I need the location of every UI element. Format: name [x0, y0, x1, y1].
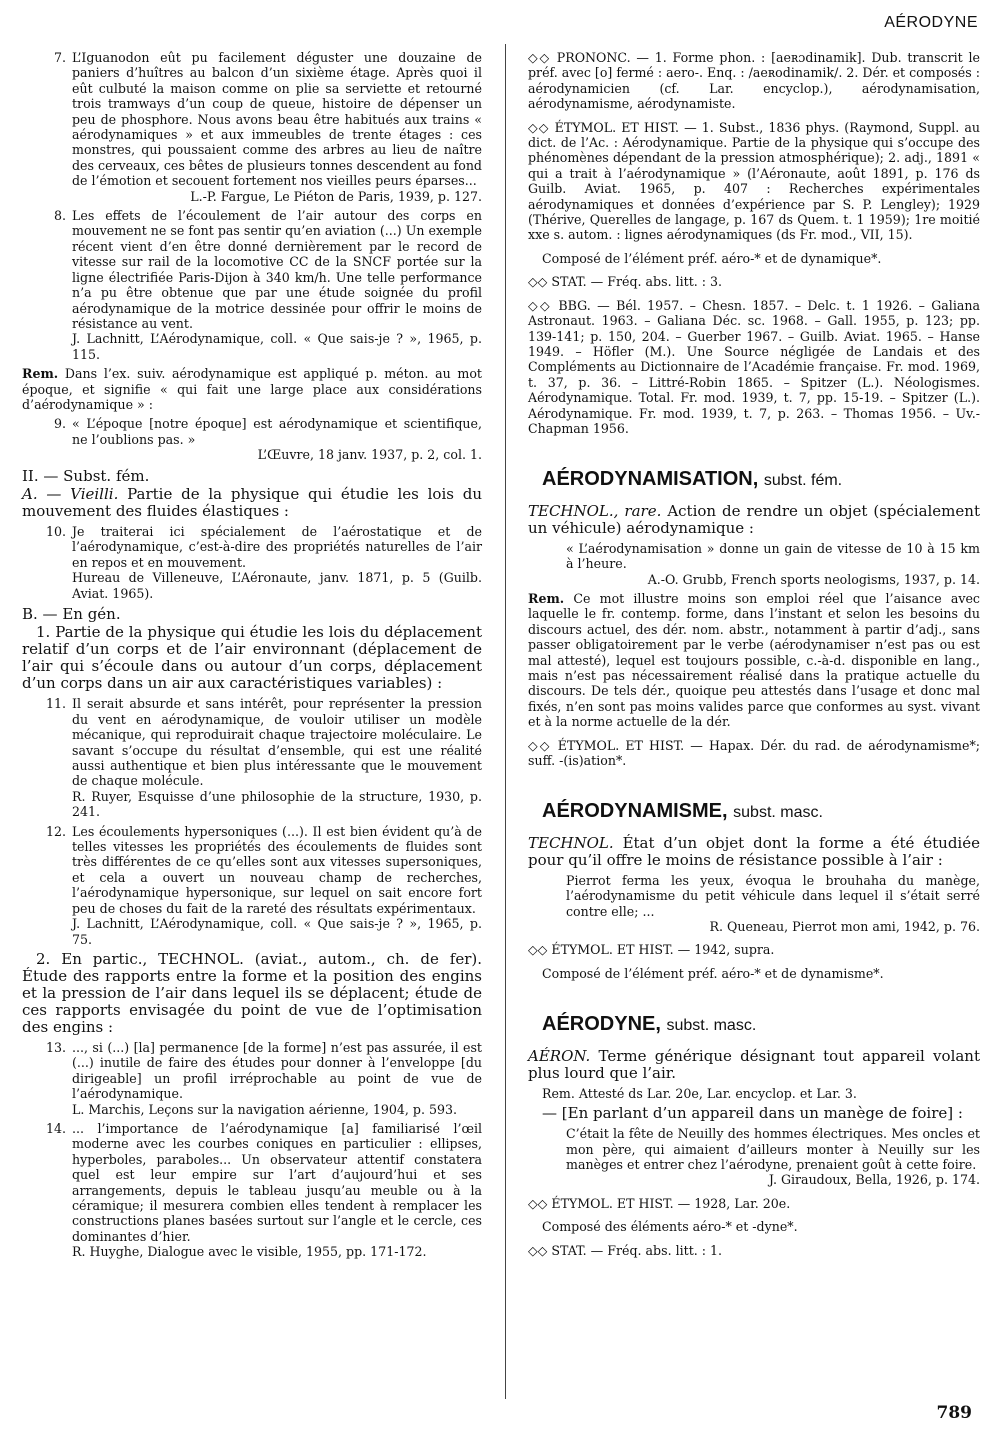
example-number: 9. [53, 416, 66, 432]
entry-headword-aerodynamisation [542, 468, 980, 491]
example-source: R. Ruyer, Esquisse d’une philosophie de la structure, 1930, p. 241. [72, 788, 482, 820]
example-source: L.-P. Fargue, Le Piéton de Paris, 1939, p. 127. [190, 188, 482, 204]
example-text: L’Iguanodon eût pu facilement déguster une douzaine de paniers d’huîtres au balcon d’un sixième étage. Après quoi il eût culbuté la maison comme on plie sa serviette et retourné trois tramways d’un coup de queue, histoire de dépenser un peu de phosphore. Nous avons beau être habitués aux trains « aérodynamiques » et aux immeubles de trente étages : ces monstres, qui poussaient comme des arbres au lieu de naître des cerveaux, ces bêtes de plusieurs tonnes descendent au fond de l’émotion et secouent fortement nos vieilles peurs éparses... [72, 50, 482, 189]
example [566, 873, 980, 935]
example-13 [42, 1040, 482, 1117]
bibliography: ◇◇ BBG. — Bél. 1957. – Chesn. 1857. – Delc. t. 1 1926. – Galiana Astronaut. 1963. – Galiana Déc. sc. 1968. – Gall. 1955, p. 123; pp. 139-141; p. 150, 204. – Guerber 1967. – Guilb. Aviat. 1965. – Hanse 1949. – Höfler (M.). Une Source négligée de Landais et des Compléments au Dictionnaire de l’Académie française. Fr. mod. 1969, t. 37, p. 36. – Littré-Robin 1865. – Spitzer (L.). Néologismes. Aérodynamique. Total. Fr. mod. 1939, t. 7, pp. 15-19. – Spitzer (L.). Aérodynamique. Fr. mod. 1939, t. 7, p. 263. – Thomas 1956. – Uv.-Chapman 1956. [528, 297, 980, 436]
example-text: Je traiterai ici spécialement de l’aérostatique et de l’aérodynamique, c’est-à-dire des propriétés naturelles de l’air en repos et en mouvement. [72, 523, 482, 570]
example-text: ... l’importance de l’aérodynamique [a] familiarisé l’œil moderne avec les courbes coniques en particulier : ellipses, hyperboles, paraboles... Un observateur attentif constatera quel est leur empire sur l’art d’aujourd’hui et ses arrangements, depuis le tableau jusqu’au meuble ou à la céramique; il mesurera combien elles tendent à remplacer les constructions planes basées surtout sur l’angle et le cercle, ces dominantes d’hier. [72, 1120, 482, 1244]
definition [528, 835, 980, 869]
domain-label: TECHNOL., rare. [528, 501, 662, 520]
remark-text: Dans l’ex. suiv. aérodynamique est appliqué p. méton. au mot époque, et signifie « qui fait une large place aux considérations d’aérodynamique » : [22, 366, 482, 412]
grammar-label: subst. masc. [733, 804, 823, 822]
example-source: J. Lachnitt, L’Aérodynamique, coll. « Que sais-je ? », 1965, p. 115. [72, 331, 482, 362]
example-11 [42, 696, 482, 819]
definition-text: Action de rendre un objet (spécialement un véhicule) aérodynamique : [528, 501, 980, 537]
section-A [22, 486, 482, 520]
example-10 [42, 524, 482, 601]
example-number: 7. [53, 50, 66, 65]
example-text: « L’aérodynamisation » donne un gain de vitesse de 10 à 15 km à l’heure. [566, 540, 980, 572]
definition-text: État d’un objet dont la forme a été étudiée pour qu’il offre le moins de résistance possible à l’air : [528, 833, 980, 869]
headword: AÉRODYNAMISME, [542, 800, 728, 823]
etymology: ◇◇ ÉTYMOL. ET HIST. — 1942, supra. [528, 942, 775, 958]
running-head: AÉRODYNE [884, 14, 978, 31]
example-text: Pierrot ferma les yeux, évoqua le brouhaha du manège, l’aérodynamisme du petit véhicule dans lequel il s’était serré contre elle; ... [566, 872, 980, 919]
section-II: II. — Subst. fém. [22, 466, 150, 485]
definition [528, 503, 980, 537]
definition-1: 1. Partie de la physique qui étudie les lois du déplacement relatif d’un corps et de l’air environnant (déplacement de l’air qui s’écoule dans ou autour d’un corps, déplacement d’un corps dans un air aux caractéristiques variables) : [22, 623, 482, 693]
etymology: ◇◇ ÉTYMOL. ET HIST. — 1928, Lar. 20e. [528, 1195, 791, 1211]
example-text: Les effets de l’écoulement de l’air autour des corps en mouvement ne se font pas sentir qu’en aviation (...) Un exemple récent vient d’en être donné dernièrement par le record de vitesse sur rail de la locomotive CC de la SNCF portée sur la ligne électrifiée Paris-Dijon à 340 km/h. Une telle performance n’a pu être obtenue que par une étude soignée du profil aérodynamique de la motrice dessinée pour offrir le moins de résistance au vent. [72, 208, 482, 331]
example-source: L’Œuvre, 18 janv. 1937, p. 2, col. 1. [257, 447, 482, 463]
statistics: ◇◇ STAT. — Fréq. abs. litt. : 1. [528, 1242, 723, 1258]
etymology: ◇◇ ÉTYMOL. ET HIST. — 1. Subst., 1836 phys. (Raymond, Suppl. au dict. de l’Ac. : Aérodynamique. Partie de la physique qui s’occupe des phénomènes dépendant de la pression atmosphérique); 2. adj., 1891 « qui a trait à l’aérodynamique » (l’Aéronaute, août 1891, p. 176 ds Guilb. Aviat. 1965, p. 407 : Recherches expérimentales aérodynamiques et données d’expérience par S. P. Lengley); 1929 (Thérive, Querelles de langage, p. 167 ds Quem. t. 1 1959); 1re moitié xxe s. autom. : lignes aérodynamiques (ds Fr. mod., VII, 15). [528, 119, 980, 243]
statistics: ◇◇ STAT. — Fréq. abs. litt. : 3. [528, 274, 723, 290]
example [566, 541, 980, 587]
left-column [22, 50, 482, 1264]
section-B: B. — En gén. [22, 605, 121, 623]
etymology: ◇◇ ÉTYMOL. ET HIST. — Hapax. Dér. du rad. de aérodynamisme*; suff. -(is)ation*. [528, 737, 980, 769]
example-7 [42, 50, 482, 204]
example-text: ..., si (...) [la] permanence [de la forme] n’est pas assurée, il est (...) inutile de faire des études pour donner à l’enveloppe [du dirigeable] un profil irréprochable au point de vue de l’aérodynamique. [72, 1039, 482, 1102]
remark [22, 366, 482, 412]
example-12 [42, 824, 482, 947]
example-source: R. Queneau, Pierrot mon ami, 1942, p. 76. [709, 919, 980, 935]
grammar-label: subst. fém. [763, 472, 843, 490]
example-source: J. Giraudoux, Bella, 1926, p. 174. [768, 1172, 980, 1188]
etymology-composition: Composé des éléments aéro-* et -dyne*. [542, 1219, 798, 1235]
example-number: 10. [45, 523, 66, 539]
entry-headword-aerodynamisme [542, 800, 980, 823]
section-label: A. — Vieilli. [22, 484, 119, 503]
example-source: L. Marchis, Leçons sur la navigation aérienne, 1904, p. 593. [72, 1101, 458, 1117]
example-number: 8. [53, 208, 66, 224]
definition-text: Partie de la physique qui étudie les lois du mouvement des fluides élastiques : [22, 484, 482, 520]
remark-label: Rem. [528, 590, 565, 606]
example-text: « L’époque [notre époque] est aérodynamique et scientifique, ne l’oublions pas. » [72, 416, 482, 447]
example-source: R. Huyghe, Dialogue avec le visible, 1955, pp. 171-172. [72, 1244, 427, 1260]
example-text: Il serait absurde et sans intérêt, pour représenter la pression du vent en aérodynamique, de vouloir utiliser un modèle mécanique, qui reproduirait chaque trajectoire moléculaire. Le savant s’occupe du résultat d’ensemble, qui est une réalité aussi authentique et bien plus intéressante que le mouvement de chaque molécule. [72, 696, 482, 789]
domain-label: AÉRON. [528, 1046, 591, 1065]
example-9 [42, 416, 482, 462]
headword: AÉRODYNAMISATION, [542, 468, 759, 491]
remark-label: Rem. [22, 366, 59, 382]
example-source: A.-O. Grubb, French sports neologisms, 1937, p. 14. [647, 571, 980, 587]
definition-2: 2. En partic., TECHNOL. (aviat., autom., ch. de fer). Étude des rapports entre la forme et la position des engins et la pression de l’air dans lequel ils se déplacent; étude de ces rapports envisagée du point de vue de l’optimisation des engins : [22, 949, 482, 1036]
example-8 [42, 208, 482, 362]
remark: Rem. Attesté ds Lar. 20e, Lar. encyclop. et Lar. 3. [542, 1085, 857, 1101]
column-divider [505, 44, 506, 1399]
example-14 [42, 1121, 482, 1260]
entry-headword-aerodyne [542, 1013, 980, 1036]
headword: AÉRODYNE, [542, 1013, 661, 1036]
pronunciation: ◇◇ PRONONC. — 1. Forme phon. : [aeʀɔdinamik]. Dub. transcrit le préf. avec [o] fermé : aero-. Enq. : /aeʀodinamik/. 2. Dér. et composés : aérodynamicien (cf. Lar. encyclop.), aérodynamisation, aérodynamisme, aérodynamiste. [528, 50, 980, 112]
example-number: 14. [45, 1120, 66, 1136]
example-number: 12. [45, 823, 66, 839]
example-number: 11. [45, 696, 66, 712]
example [566, 1126, 980, 1188]
example-text: Les écoulements hypersoniques (...). Il est bien évident qu’à de telles vitesses les propriétés des écoulements de fluides sont très différentes de ce qu’elles sont aux vitesses supersoniques, et cela a ouvert un nouveau champ de recherches, l’aérodynamique hypersonique, sur lequel on sait encore fort peu de choses du fait de la rareté des résultats expérimentaux. [72, 823, 482, 916]
grammar-label: subst. masc. [666, 1017, 757, 1035]
domain-label: TECHNOL. [528, 833, 614, 852]
example-number: 13. [45, 1039, 66, 1055]
sub-definition: — [En parlant d’un appareil dans un manège de foire] : [542, 1104, 963, 1123]
example-source: J. Lachnitt, L’Aérodynamique, coll. « Que sais-je ? », 1965, p. 75. [72, 916, 482, 947]
page-number: 789 [936, 1403, 972, 1423]
right-column [528, 50, 980, 1266]
definition-text: Terme générique désignant tout appareil volant plus lourd que l’air. [528, 1046, 980, 1082]
etymology-composition: Composé de l’élément préf. aéro-* et de dynamique*. [542, 250, 882, 266]
remark-text: Ce mot illustre moins son emploi réel que l’aisance avec laquelle le fr. contemp. forme, dans l’instant et selon les besoins du discours actuel, des dér. nom. abstr., notamment à partir d’adj., sans passer obligatoirement par le verbe (aérodynamiser n’est pas ou est mal attesté), lequel est toujours possible, c.-à-d. disponible en lang., mais n’est pas nécessairement réalisé dans la pratique actuelle du discours. De tels dér., quoique peu attestés dans l’usage et donc mal fixés, n’en sont pas moins valides parce que conformes au syst. vivant et à la norme actuelle de la dér. [528, 590, 980, 730]
etymology-composition: Composé de l’élément préf. aéro-* et de dynamisme*. [542, 965, 884, 981]
example-source: Hureau de Villeneuve, L’Aéronaute, janv. 1871, p. 5 (Guilb. Aviat. 1965). [72, 570, 482, 601]
definition [528, 1048, 980, 1082]
remark [528, 591, 980, 730]
example-text: C’était la fête de Neuilly des hommes électriques. Mes oncles et mon père, qui aimaient d’ailleurs monter à Neuilly sur les manèges et entrer chez l’aérodyne, prenaient goût à cette foire. [566, 1126, 980, 1172]
